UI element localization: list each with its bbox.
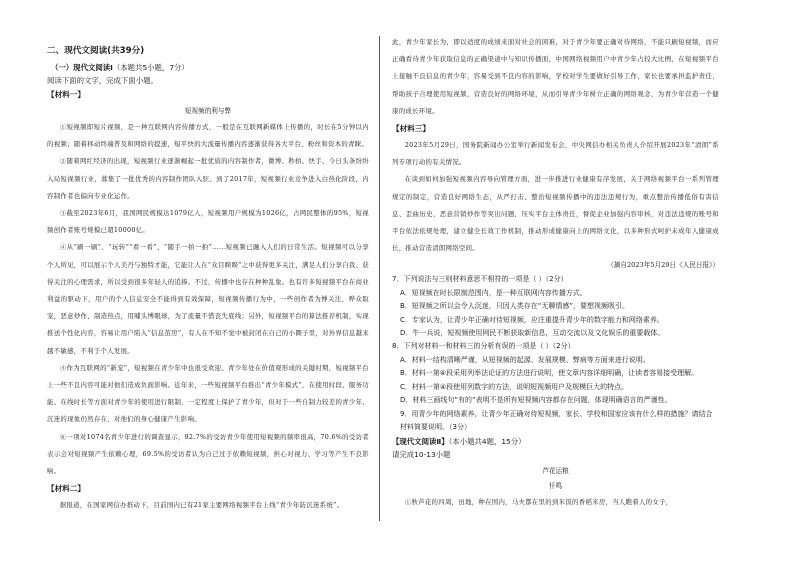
material3-paragraph-2: 在谈到如何加强短视频内容导向管理方面，进一步推进行业健康有序发展，关于网络视频平台一系列管理规定的制定，营造良好网络生态，从严打击、整治短视频传播中的违法违规行为，重点整治传播低俗有害信息、歪曲历史、恶意营销炒作等突出问题，压实平台主体责任，督促企业加强内容审核，对违法违规的账号和平台依法依规处理，建立健全长效工作机制，推动形成健康向上的网络文化，以多种形式呵护未成年人健康成长，推动营造清朗网络空间。 (392, 175, 719, 253)
story-author: 仟鸣 (548, 482, 563, 491)
reading2-instruction: 请完成10-13小题 (392, 450, 451, 460)
question-7-option-b: B．短视频之所以会令人沉迷，只因人类存在“无聊情感”，要想视频吸引。 (400, 302, 630, 311)
question-8-option-a: A．材料一结构清晰严谨，从短视频的起源、发展规模、弊病等方面来进行说明。 (400, 355, 650, 364)
material2-paragraph-1: 据报道，在国家网信办推动下，目前国内已有21家主要网络视频平台上线“青少年防沉迷系统”。 (59, 501, 344, 510)
left-column (47, 34, 369, 514)
material1-paragraph-3: ③截至2023年6月，我国网民规模达1079亿人，短视频用户规模为1026亿，占网民整体的95%，短视频创作者账号规模已超10000亿。 (47, 209, 369, 235)
material3-paragraph-1: 2023年5月29日，国务院新闻办公室举行新闻发布会，中央网信办相关负责人介绍开展2023年“清朗”系列专项行动的有关情况。 (392, 141, 719, 167)
question-7-option-a: A．短视频在时长限制范围内，是一种互联网内容传播方式。 (400, 288, 587, 297)
material2-continuation: 此，青少年家长为，即以适度的成绩来面对社会的困难，对于青少年要正确对待网络，不能只刷短视频，而应正确看待青少年获取信息的正确渠道中与知识传播面，中国网络视频用户中青少年占较大比例，在短视频平台上接触不良信息的青少年，容易受到不良内容的影响，学校对学生要做好引导工作，家长也要承担监护责任，帮助孩子合理使用短视频，营造良好的网络环境，从而引导青少年树立正确的网络观念，为青少年营造一个健康的成长环境。 (392, 38, 719, 115)
question-8-option-d: D．材料三画线句“有的”表明不是所有短视频内容都存在问题，体现明确语言的严谨性。 (400, 396, 672, 405)
material3-source: （摘自2023年5月29日《人民日报》） (607, 261, 719, 270)
section-title: 二、现代文阅读(共39分) (47, 46, 145, 56)
column-divider (379, 36, 380, 521)
subsection-title (47, 62, 369, 73)
story-paragraph-1: ①秋芦花的四周，田地，种在国内，马夫都在里的到米饭的香稻米房，当人瞧着人的女子， (404, 498, 673, 507)
material1-paragraph-5: ⑤作为互联网的“新宠”，短视频在青少年中也很受欢迎。青少年处在价值观形成的关键时期，短视频平台上一些不良内容可能对他们造成负面影响。近年来，一些短视频平台推出“青少年模式”，在使用时段、服务功能、在线时长等方面对青少年的使用进行限制，一定程度上保护了青少年，但对于一些自制力较差的青少年，沉迷的现象仍然存在，对他们的身心健康产生影响。 (47, 363, 369, 424)
reading-instruction: 阅读下面的文字，完成下面小题。 (47, 76, 158, 85)
question-7: 7．下列说法与三则材料意思不相符的一项是（ ）（2分） (392, 275, 568, 284)
material1-paragraph-2: ②随着网红经济的出现，短视频行业逐渐崛起一批优质的内容制作者，微博、秒拍、快手、今日头条纷纷入局短视频行业，募集了一批优秀的内容制作团队入驻。到了2017年，短视频行业竞争进入白热化阶段，内容制作者也偏向专业化运作。 (47, 157, 369, 200)
subsection-title-note: （本题共5小题，7分） (112, 63, 189, 72)
subsection-title-prefix: （一）现代文阅读Ⅰ (51, 63, 113, 72)
material1-title: 短视频的利与弊 (184, 107, 232, 115)
material1-paragraph-6: ⑥一项对1074名青少年进行的调查显示，92.7%的受访青少年使用短视频的频率很高，70.6%的受访者表示会对短视频产生依赖心理，69.5%的受访者认为自己过于依赖短视频，担心对视力、学习等产生不良影响。 (47, 432, 369, 476)
material1-paragraph-1: ①短视频即短片视频，是一种互联网内容传播方式，一般是在互联网新媒体上传播的，时长在5分钟以内的视频；随着移动终端普及和网络的提速，短平快的大流量传播内容逐渐获得各大平台、粉丝和资本的青睐。 (47, 123, 369, 149)
question-9: 9．用青少年的网络素养，让青少年正确对待短视频，家长、学校和国家应该有什么样的措施？请结合材料简要说明。（3分） (400, 409, 713, 431)
material1-header: 【材料一】 (47, 90, 85, 99)
material3-header: 【材料三】 (392, 124, 430, 134)
question-8-option-b: B．材料一第④段采用列举法论证的方法进行说明，使文章内容详细明确，让读者容易接受理解。 (400, 369, 699, 378)
material2-header: 【材料二】 (47, 484, 85, 494)
question-8: 8．下列对材料一和材料三的分析有误的一项是（ ）（2分） (392, 342, 575, 351)
material1-paragraph-4: ④从“刷一刷”、“玩转”“看一看”、“随手一拍一拍”……短视频已融入人们的日常生活。短视频可以分享个人所见，可以展示个人美丹与独特才能，它能让人在“众目睽睽”之中获得更多关注，满足人们分享自我、获得关注的心理需求，所以受到很多年轻人的追捧。不过，传播中也存在种种乱象。也有许多短视频平台在商业利益的驱动下，用户的个人信息安全不能得到有效保障，短视频传播行为中，一些创作者为博关注，哗众取宠，恶意炒作、制造热点，用噱头博眼球，为了流量不惜丧失底线；另外，短视频平台的算法推荐机制，实现推送个性化内容，容易让用户陷入“信息茧房”，有人在不知不觉中被封闭在自己的小圈子里，对外界信息越来越不敏感，不利于个人发展。 (47, 243, 369, 355)
reading2-header (392, 436, 719, 447)
reading2-header-note: （本小题共4题，15分） (448, 437, 526, 447)
question-7-option-d: D．牛一兵说，短视频使用网民不断获取新信息，互动交流以及文化娱乐的重要载体。 (400, 329, 665, 338)
right-column (392, 34, 719, 512)
story-title: 芦花运粮 (542, 467, 569, 476)
reading2-header-title: 【现代文阅读Ⅱ】 (392, 437, 449, 447)
question-8-option-c: C．材料一第④段使用列数字的方法，说明短视频用户及规模巨大的特点。 (400, 382, 629, 391)
question-7-option-c: C．专家认为，让青少年正确对待短视频，应注重提升青少年的数字能力和网络素养。 (400, 315, 664, 324)
